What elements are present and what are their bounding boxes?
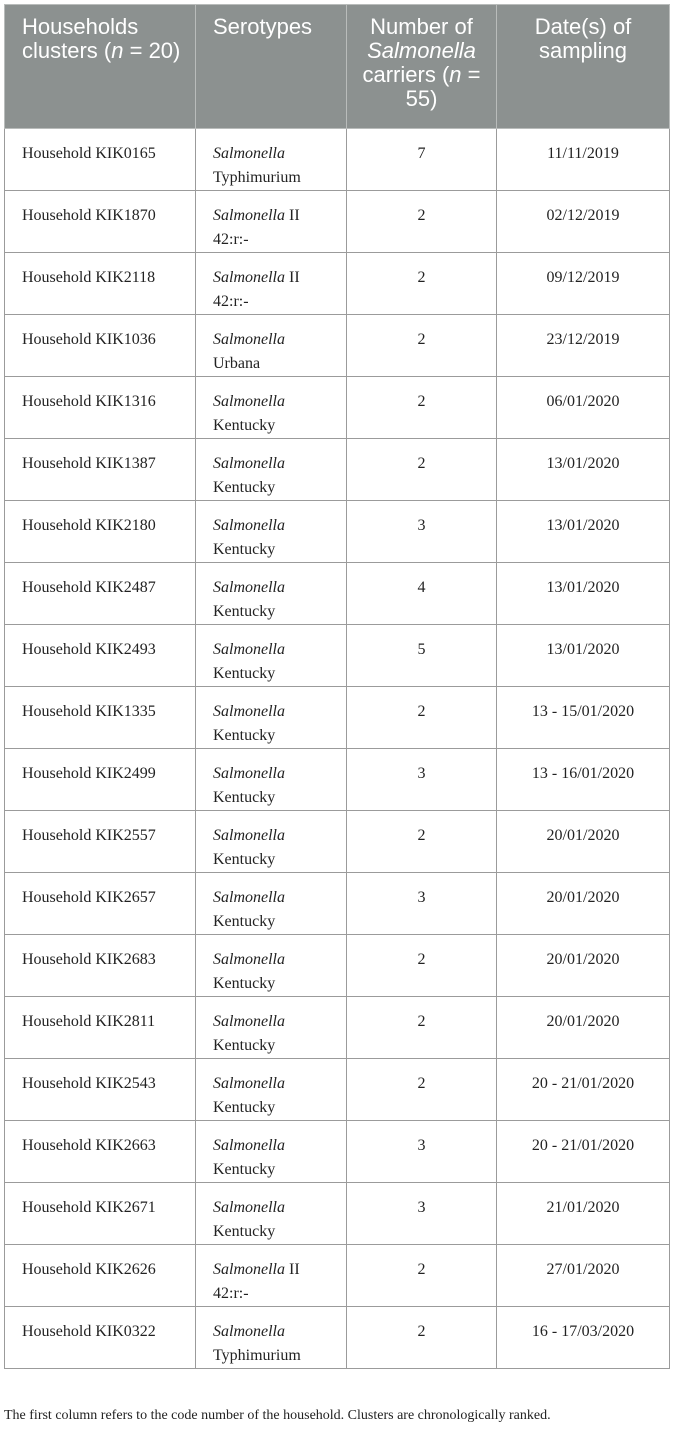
genus-name: Salmonella	[213, 331, 285, 348]
cell-date: 09/12/2019	[497, 253, 670, 315]
genus-name: Salmonella	[213, 269, 285, 286]
cell-carriers: 7	[347, 129, 497, 191]
table-row	[5, 501, 670, 563]
genus-name: Salmonella	[213, 951, 285, 968]
cell-carriers: 2	[347, 253, 497, 315]
genus-name: Salmonella	[213, 1323, 285, 1340]
cell-serotype	[196, 687, 347, 749]
cell-date: 20 - 21/01/2020	[497, 1059, 670, 1121]
cell-date: 20/01/2020	[497, 997, 670, 1059]
genus-name: Salmonella	[213, 1199, 285, 1216]
serotype-name: Typhimurium	[213, 1347, 301, 1364]
genus-name: Salmonella	[213, 579, 285, 596]
table-row	[5, 687, 670, 749]
cell-household: Household KIK2118	[5, 253, 196, 315]
cell-date: 13 - 15/01/2020	[497, 687, 670, 749]
cell-carriers: 2	[347, 191, 497, 253]
cell-carriers: 2	[347, 997, 497, 1059]
serotype-name: Kentucky	[213, 851, 276, 868]
cell-carriers: 2	[347, 1245, 497, 1307]
cell-household: Household KIK0165	[5, 129, 196, 191]
cell-serotype	[196, 129, 347, 191]
table-container	[4, 4, 669, 1369]
header-row	[5, 5, 670, 129]
cell-date: 27/01/2020	[497, 1245, 670, 1307]
serotype-name: Typhimurium	[213, 169, 301, 186]
cell-carriers: 3	[347, 1121, 497, 1183]
cell-serotype	[196, 1245, 347, 1307]
genus-name: Salmonella	[213, 455, 285, 472]
cell-date: 20/01/2020	[497, 873, 670, 935]
cell-date: 20/01/2020	[497, 811, 670, 873]
serotype-name: II 42:r:-	[213, 269, 300, 310]
table-row	[5, 1307, 670, 1369]
serotype-name: II 42:r:-	[213, 207, 300, 248]
cell-serotype	[196, 625, 347, 687]
serotype-name: Kentucky	[213, 417, 276, 434]
table-row	[5, 377, 670, 439]
cell-serotype	[196, 191, 347, 253]
cell-serotype	[196, 253, 347, 315]
table-row	[5, 1121, 670, 1183]
serotype-name: Kentucky	[213, 603, 276, 620]
genus-name: Salmonella	[213, 517, 285, 534]
genus-name: Salmonella	[213, 207, 285, 224]
genus-name: Salmonella	[213, 1075, 285, 1092]
genus-name: Salmonella	[213, 641, 285, 658]
serotype-name: II 42:r:-	[213, 1261, 300, 1302]
cell-serotype	[196, 749, 347, 811]
table-footnote: The first column refers to the code number of the household. Clusters are chronologically ranked.	[4, 1408, 551, 1423]
table-row	[5, 997, 670, 1059]
cell-household: Household KIK1316	[5, 377, 196, 439]
cell-carriers: 3	[347, 1183, 497, 1245]
cell-household: Household KIK2180	[5, 501, 196, 563]
cell-household: Household KIK0322	[5, 1307, 196, 1369]
cell-date: 11/11/2019	[497, 129, 670, 191]
cell-household: Household KIK2683	[5, 935, 196, 997]
cell-carriers: 2	[347, 687, 497, 749]
genus-name: Salmonella	[213, 827, 285, 844]
genus-name: Salmonella	[213, 889, 285, 906]
cell-carriers: 2	[347, 315, 497, 377]
genus-name: Salmonella	[213, 393, 285, 410]
cell-date: 13/01/2020	[497, 563, 670, 625]
table-body	[5, 129, 670, 1369]
cell-date: 23/12/2019	[497, 315, 670, 377]
serotype-name: Kentucky	[213, 1037, 276, 1054]
cell-carriers: 2	[347, 1059, 497, 1121]
cell-household: Household KIK2657	[5, 873, 196, 935]
cell-carriers: 4	[347, 563, 497, 625]
genus-name: Salmonella	[213, 703, 285, 720]
table-row	[5, 1059, 670, 1121]
table-row	[5, 315, 670, 377]
genus-name: Salmonella	[213, 145, 285, 162]
cell-household: Household KIK2493	[5, 625, 196, 687]
serotype-name: Kentucky	[213, 789, 276, 806]
table-row	[5, 439, 670, 501]
cell-serotype	[196, 1121, 347, 1183]
cell-household: Household KIK2671	[5, 1183, 196, 1245]
serotype-name: Kentucky	[213, 913, 276, 930]
cell-date: 20 - 21/01/2020	[497, 1121, 670, 1183]
cell-household: Household KIK1335	[5, 687, 196, 749]
header-dates: Date(s) of sampling	[497, 5, 670, 129]
table-row	[5, 625, 670, 687]
cell-date: 13/01/2020	[497, 625, 670, 687]
cell-carriers: 3	[347, 749, 497, 811]
cell-carriers: 3	[347, 501, 497, 563]
serotype-name: Kentucky	[213, 1223, 276, 1240]
table-row	[5, 253, 670, 315]
cell-serotype	[196, 873, 347, 935]
cell-carriers: 2	[347, 935, 497, 997]
cell-serotype	[196, 439, 347, 501]
table-row	[5, 191, 670, 253]
cell-date: 20/01/2020	[497, 935, 670, 997]
cell-date: 02/12/2019	[497, 191, 670, 253]
household-clusters-table	[4, 4, 670, 1369]
cell-serotype	[196, 563, 347, 625]
cell-carriers: 3	[347, 873, 497, 935]
cell-date: 06/01/2020	[497, 377, 670, 439]
cell-household: Household KIK2626	[5, 1245, 196, 1307]
header-households: Households clusters (n = 20)	[5, 5, 196, 129]
cell-serotype	[196, 1183, 347, 1245]
cell-household: Household KIK2557	[5, 811, 196, 873]
genus-name: Salmonella	[213, 1261, 285, 1278]
serotype-name: Kentucky	[213, 727, 276, 744]
serotype-name: Kentucky	[213, 479, 276, 496]
cell-date: 13/01/2020	[497, 501, 670, 563]
table-row	[5, 563, 670, 625]
genus-name: Salmonella	[213, 765, 285, 782]
serotype-name: Kentucky	[213, 665, 276, 682]
serotype-name: Kentucky	[213, 1099, 276, 1116]
cell-household: Household KIK1387	[5, 439, 196, 501]
table-row	[5, 811, 670, 873]
cell-date: 13/01/2020	[497, 439, 670, 501]
table-row	[5, 1245, 670, 1307]
cell-carriers: 2	[347, 439, 497, 501]
cell-household: Household KIK2811	[5, 997, 196, 1059]
genus-name: Salmonella	[213, 1137, 285, 1154]
serotype-name: Urbana	[213, 355, 261, 372]
genus-name: Salmonella	[213, 1013, 285, 1030]
serotype-name: Kentucky	[213, 1161, 276, 1178]
table-row	[5, 1183, 670, 1245]
cell-carriers: 2	[347, 1307, 497, 1369]
header-serotypes: Serotypes	[196, 5, 347, 129]
cell-serotype	[196, 377, 347, 439]
cell-carriers: 5	[347, 625, 497, 687]
table-row	[5, 129, 670, 191]
cell-serotype	[196, 1307, 347, 1369]
cell-household: Household KIK2543	[5, 1059, 196, 1121]
cell-serotype	[196, 997, 347, 1059]
cell-serotype	[196, 811, 347, 873]
cell-household: Household KIK2499	[5, 749, 196, 811]
cell-household: Household KIK2487	[5, 563, 196, 625]
cell-date: 21/01/2020	[497, 1183, 670, 1245]
cell-carriers: 2	[347, 377, 497, 439]
cell-date: 16 - 17/03/2020	[497, 1307, 670, 1369]
cell-household: Household KIK1870	[5, 191, 196, 253]
cell-household: Household KIK1036	[5, 315, 196, 377]
cell-serotype	[196, 935, 347, 997]
cell-serotype	[196, 501, 347, 563]
header-carriers: Number of Salmonella carriers (n = 55)	[347, 5, 497, 129]
table-row	[5, 749, 670, 811]
cell-carriers: 2	[347, 811, 497, 873]
cell-serotype	[196, 1059, 347, 1121]
cell-household: Household KIK2663	[5, 1121, 196, 1183]
serotype-name: Kentucky	[213, 975, 276, 992]
serotype-name: Kentucky	[213, 541, 276, 558]
cell-serotype	[196, 315, 347, 377]
cell-date: 13 - 16/01/2020	[497, 749, 670, 811]
table-row	[5, 873, 670, 935]
table-row	[5, 935, 670, 997]
